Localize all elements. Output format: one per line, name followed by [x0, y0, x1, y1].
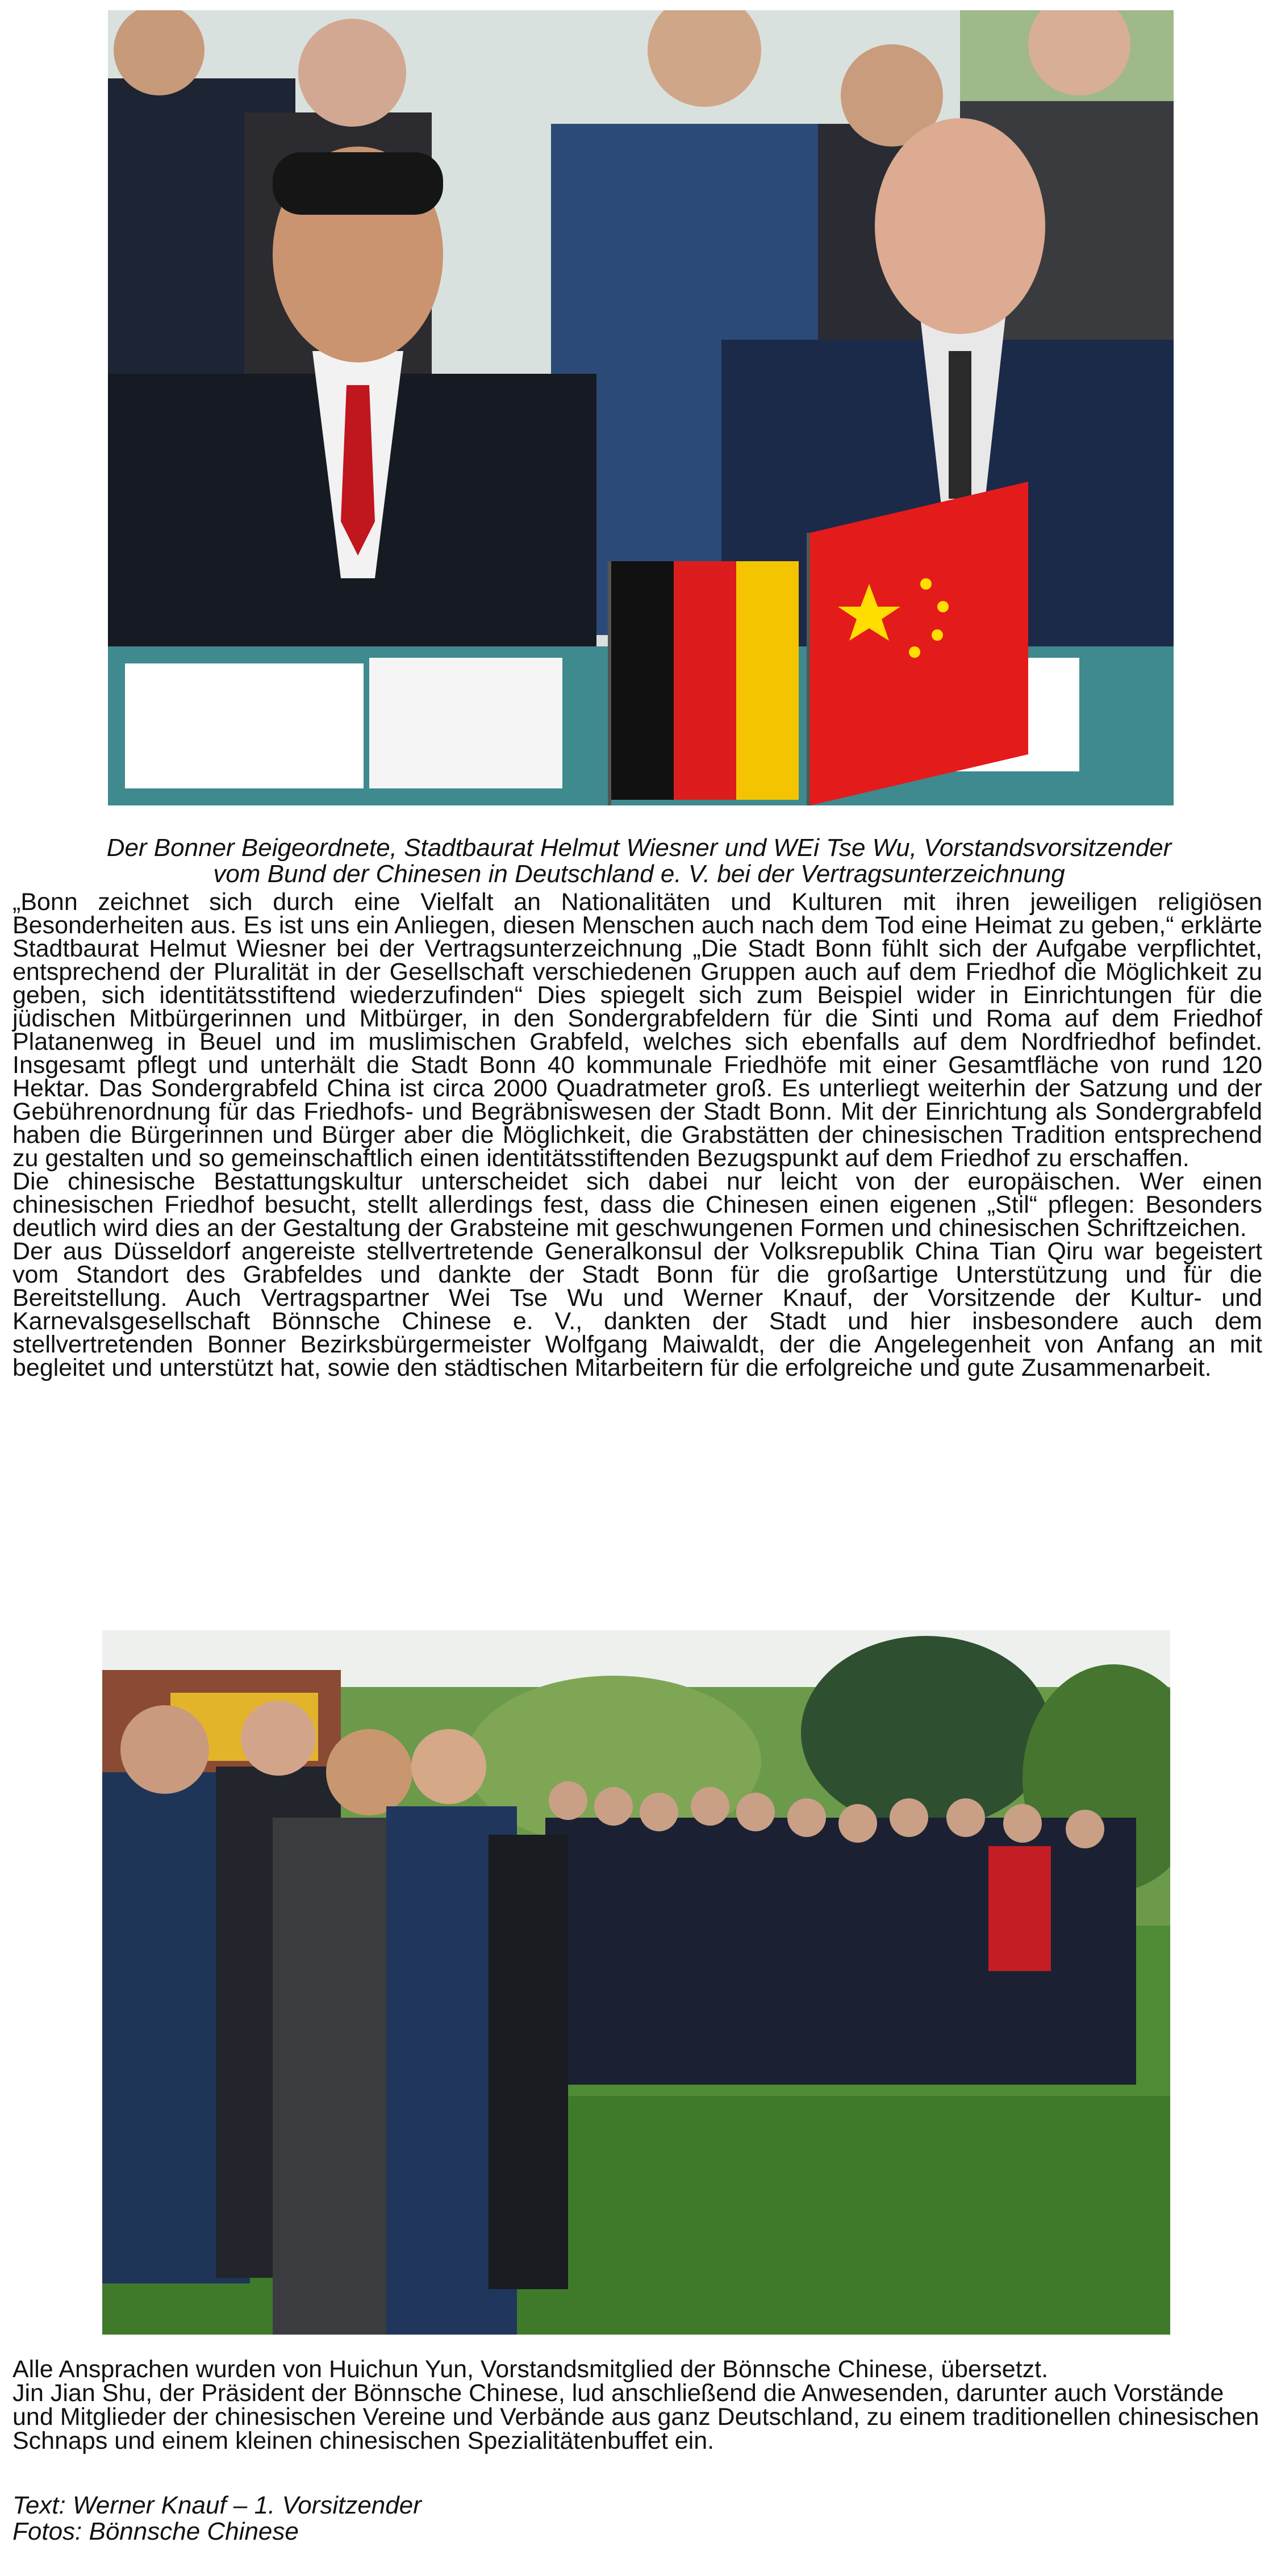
article-paragraph-2: Die chinesische Bestattungskultur unterscheidet sich dabei nur leicht von der europäischen. Wer einen chinesischen Friedhof besucht, stellt allerdings fest, dass die Chinesen einen eigenen „Stil“ pflegen: Besonders deutlich wird dies an der Gestaltung der Grabsteine mit geschwungenen Formen und chinesischen Schriftzeichen.	[12, 1168, 1262, 1242]
caption-line-1: Der Bonner Beigeordnete, Stadtbaurat Helmut Wiesner und WEi Tse Wu, Vorstandsvorsitzender	[106, 834, 1172, 862]
closing-line-1: Alle Ansprachen wurden von Huichun Yun, Vorstandsmitglied der Bönnsche Chinese, übersetzt.	[12, 2356, 1049, 2383]
text-credit: Text: Werner Knauf – 1. Vorsitzender	[12, 2491, 422, 2519]
article-paragraph-3: Der aus Düsseldorf angereiste stellvertretende Generalkonsul der Volksrepublik China Tian Qiru war begeistert vom Standort des Grabfeldes und dankte der Stadt Bonn für die großartige Unterstützung und für die Bereitstellung. Auch Vertragspartner Wei Tse Wu und Werner Knauf, der Vorsitzende der Kultur- und Karnevalsgesellschaft Bönnsche Chinese e. V., dankten der Stadt und hier insbesondere auch dem stellvertretenden Bonner Bezirksbürgermeister Wolfgang Maiwaldt, der die Angelegenheit von Anfang an mit begleitet und unterstützt hat, sowie den städtischen Mitarbeitern für die erfolgreiche und gute Zusammenarbeit.	[12, 1238, 1262, 1381]
signing-photo-illustration	[108, 10, 1174, 805]
group-photo	[102, 1630, 1170, 2335]
credits	[12, 2493, 694, 2545]
photo-caption	[23, 835, 1255, 887]
group-photo-illustration	[102, 1630, 1170, 2335]
article-body	[12, 888, 1262, 1381]
closing-paragraph: Jin Jian Shu, der Präsident der Bönnsche Chinese, lud anschließend die Anwesenden, darunter auch Vorstände und Mitglieder der chinesischen Vereine und Verbände aus ganz Deutschland, zu einem traditionellen chinesischen Schnaps und einem kleinen chinesischen Spezialitätenbuffet ein.	[12, 2379, 1259, 2454]
closing-text	[12, 2357, 1262, 2453]
photo-credit: Fotos: Bönnsche Chinese	[12, 2517, 299, 2545]
signing-ceremony-photo	[108, 10, 1174, 805]
caption-line-2: vom Bund der Chinesen in Deutschland e. V. bei der Vertragsunterzeichnung	[213, 860, 1065, 888]
article-paragraph-1: „Bonn zeichnet sich durch eine Vielfalt an Nationalitäten und Kulturen mit ihren jeweiligen religiösen Besonderheiten aus. Es ist uns ein Anliegen, diesen Menschen auch nach dem Tod eine Heimat zu geben,“ erklärte Stadtbaurat Helmut Wiesner bei der Vertragsunterzeichnung „Die Stadt Bonn fühlt sich der Aufgabe verpflichtet, entsprechend der Pluralität in der Gesellschaft verschiedenen Gruppen auch auf dem Friedhof die Möglichkeit zu geben, sich identitätsstiftend wiederzufinden“ Dies spiegelt sich zum Beispiel wider in Einrichtungen für die jüdischen Mitbürgerinnen und Mitbürger, in den Sondergrabfeldern für die Sinti und Roma auf dem Friedhof Platanenweg in Beuel und im muslimischen Grabfeld, welches sich ebenfalls auf dem Nordfriedhof befindet. Insgesamt pflegt und unterhält die Stadt Bonn 40 kommunale Friedhöfe mit einer Gesamtfläche von rund 120 Hektar. Das Sondergrabfeld China ist circa 2000 Quadratmeter groß. Es unterliegt weiterhin der Satzung und der Gebührenordnung für das Friedhofs- und Begräbniswesen der Stadt Bonn. Mit der Einrichtung als Sondergrabfeld haben die Bürgerinnen und Bürger aber die Möglichkeit, die Grabstätten der chinesischen Tradition entsprechend zu gestalten und so gemeinschaftlich einen identitätsstiftenden Bezugspunkt auf dem Friedhof zu erschaffen.	[12, 888, 1262, 1172]
